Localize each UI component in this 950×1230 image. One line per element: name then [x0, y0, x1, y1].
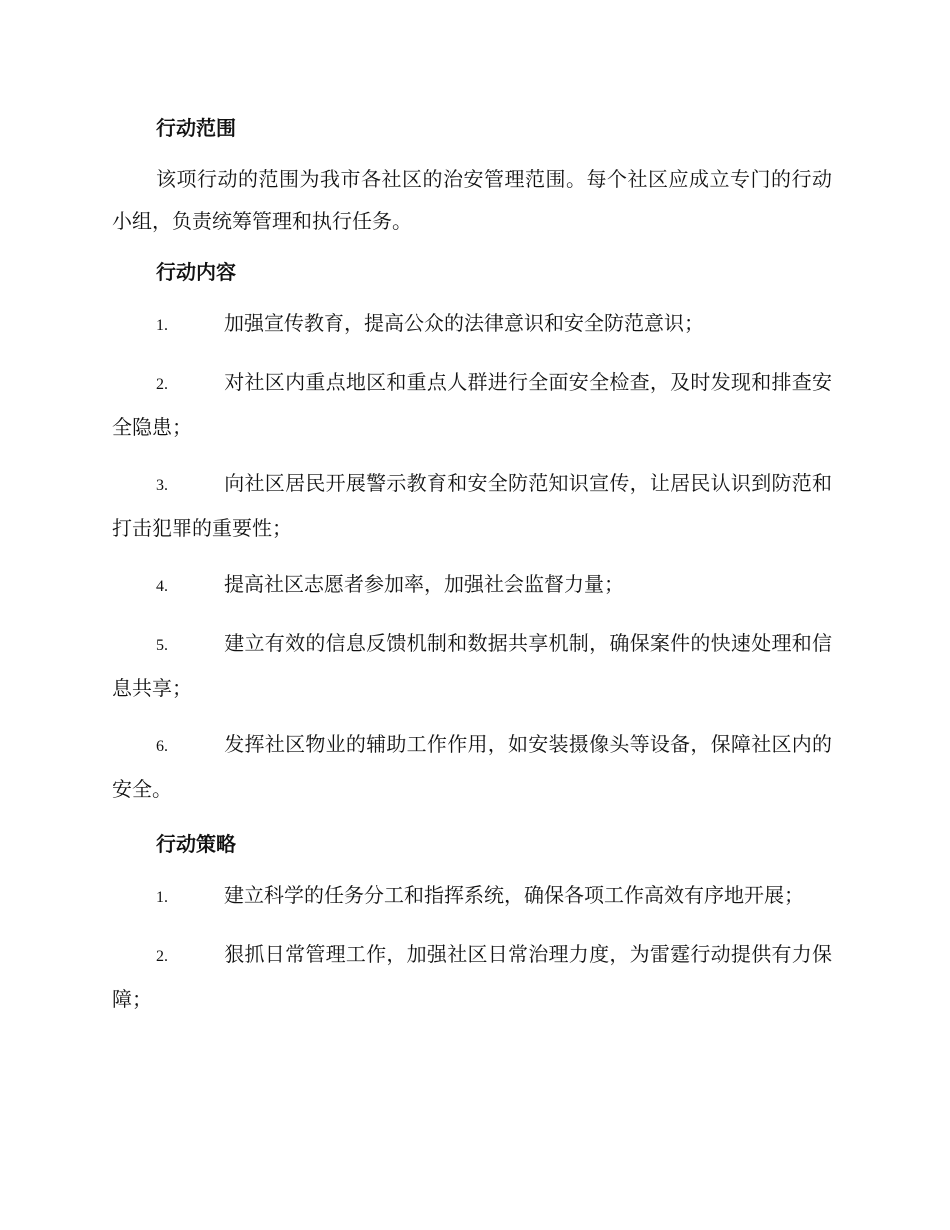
strategy-list — [112, 874, 832, 1020]
list-item-text: 加强宣传教育，提高公众的法律意识和安全防范意识； — [224, 311, 704, 335]
section-strategy — [112, 824, 832, 1020]
list-item-text: 建立科学的任务分工和指挥系统，确保各项工作高效有序地开展； — [224, 883, 804, 907]
list-item-number: 6. — [156, 738, 168, 755]
scope-paragraph: 该项行动的范围为我市各社区的治安管理范围。每个社区应成立专门的行动小组，负责统筹管理和执行任务。 — [112, 167, 832, 233]
list-item-number: 2. — [156, 376, 168, 393]
content-list — [112, 302, 832, 810]
list-item — [112, 563, 832, 608]
list-item-text: 狠抓日常管理工作，加强社区日常治理力度，为雷霆行动提供有力保障； — [112, 942, 832, 1011]
section-scope — [112, 108, 832, 242]
list-item-number: 1. — [156, 317, 168, 334]
list-item-number: 5. — [156, 637, 168, 654]
list-item-text: 发挥社区物业的辅助工作作用，如安装摄像头等设备，保障社区内的安全。 — [112, 732, 832, 801]
list-item — [112, 302, 832, 347]
section-heading-content: 行动内容 — [156, 260, 236, 284]
list-item-text: 向社区居民开展警示教育和安全防范知识宣传，让居民认识到防范和打击犯罪的重要性； — [112, 471, 832, 540]
list-item-number: 1. — [156, 889, 168, 906]
list-item-text: 建立有效的信息反馈机制和数据共享机制，确保案件的快速处理和信息共享； — [112, 631, 832, 700]
list-item — [112, 361, 832, 448]
list-item — [112, 723, 832, 810]
list-item — [112, 622, 832, 709]
list-item — [112, 933, 832, 1020]
list-item-text: 提高社区志愿者参加率，加强社会监督力量； — [224, 572, 624, 596]
section-heading-strategy: 行动策略 — [156, 832, 236, 856]
section-heading-scope: 行动范围 — [156, 116, 236, 140]
list-item — [112, 462, 832, 549]
list-item-text: 对社区内重点地区和重点人群进行全面安全检查，及时发现和排查安全隐患； — [112, 370, 832, 439]
section-content — [112, 252, 832, 810]
list-item-number: 4. — [156, 578, 168, 595]
list-item — [112, 874, 832, 919]
list-item-number: 3. — [156, 477, 168, 494]
list-item-number: 2. — [156, 948, 168, 965]
